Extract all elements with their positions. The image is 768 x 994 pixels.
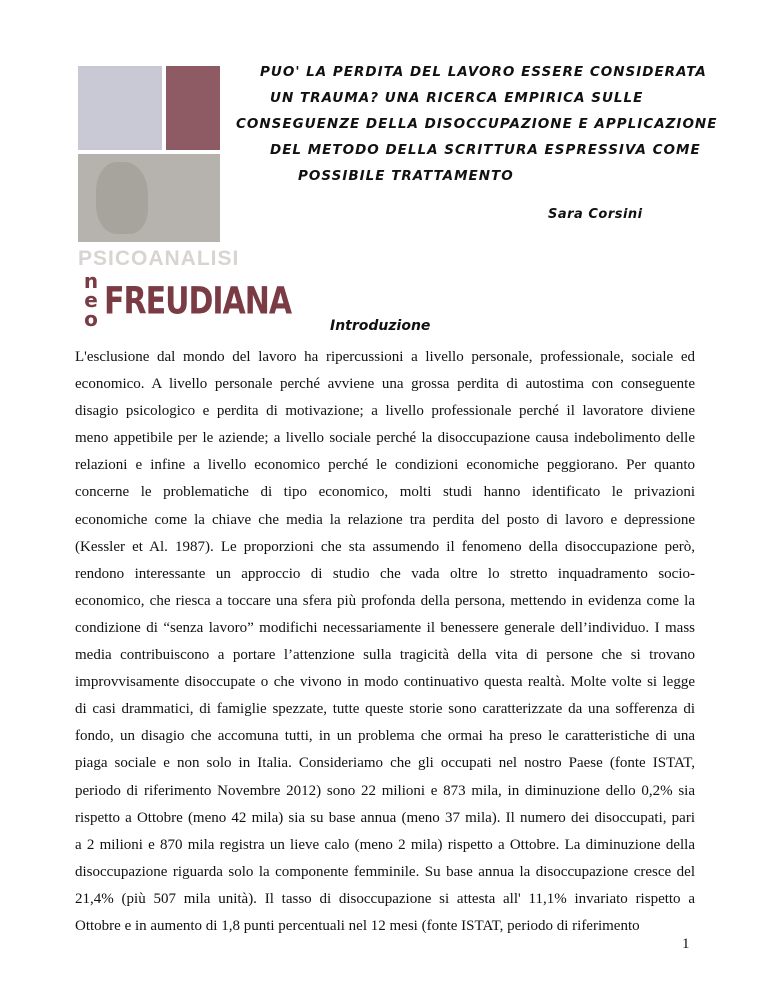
body-line: relazioni e infine a livello economico perché le condizioni economiche peggiorano. Per quanto [75, 457, 695, 474]
body-line: disoccupazione riguarda solo la componente femminile. Su base annua la disoccupazione cresce del [75, 863, 695, 880]
section-heading: Introduzione [330, 318, 431, 334]
body-line: a 2 milioni e 870 mila registra un lieve calo (meno 2 mila) rispetto a Ottobre. La diminuzione della [75, 836, 695, 853]
title-line: PUO' LA PERDITA DEL LAVORO ESSERE CONSIDERATA [260, 64, 707, 80]
body-line: concerne le problematiche di tipo economico, molti studi hanno identificato le privazioni [75, 484, 695, 501]
author-name: Sara Corsini [548, 207, 643, 222]
logo-text-neo [80, 269, 102, 331]
journal-logo [78, 66, 292, 331]
body-line: media contribuiscono a portare l’attenzione sulla tragicità della vita di persone che si trovano [75, 647, 695, 664]
logo-neo-letter: e [84, 288, 98, 312]
title-line: CONSEGUENZE DELLA DISOCCUPAZIONE E APPLICAZIONE [236, 116, 718, 132]
title-line: POSSIBILE TRATTAMENTO [298, 168, 514, 184]
body-line: economico, che riesca a toccare una sfera più profonda della persona, mettendo in evidenza come la [75, 592, 695, 609]
body-line: economico. A livello personale perché avviene una grossa perdita di autostima con conseguente [75, 376, 695, 393]
logo-neo-letter: o [84, 307, 98, 331]
body-line: economiche come la chiave che media la relazione tra perdita del posto di lavoro e depressione [75, 511, 695, 528]
body-line: meno appetibile per le aziende; a livello sociale perché la disoccupazione causa indebolimento delle [75, 430, 695, 447]
logo-square-lavender [78, 66, 162, 150]
body-paragraph [75, 344, 695, 940]
body-line: di casi drammatici, di famiglie spezzate, tutte queste storie sono caratterizzate da una sofferenza di [75, 701, 695, 718]
body-line: (Kessler et Al. 1987). Le proporzioni che sta assumendo il fenomeno della disoccupazione però, [75, 538, 695, 555]
body-line: rispetto a Ottobre (meno 42 mila) sia su base annua (meno 37 mila). Il numero dei disoccupati, pari [75, 809, 695, 826]
logo-text-psicoanalisi: PSICOANALISI [78, 247, 240, 270]
logo-neo-letter: n [83, 269, 99, 293]
logo-text-freudiana: FREUDIANA [104, 279, 292, 324]
logo-square-maroon [166, 66, 220, 150]
body-line: fondo, un disagio che accomuna tutti, in un problema che ormai ha preso le caratteristiche di una [75, 728, 695, 745]
body-line: Ottobre e in aumento di 1,8 punti percentuali nel 12 mesi (fonte ISTAT, periodo di riferimento [75, 917, 640, 934]
page-number: 1 [682, 936, 690, 952]
body-line: disagio psicologico e perdita di motivazione; a livello professionale perché il lavoratore diviene [75, 403, 695, 420]
title-line: DEL METODO DELLA SCRITTURA ESPRESSIVA COME [270, 142, 701, 158]
body-line: L'esclusione dal mondo del lavoro ha ripercussioni a livello personale, professionale, sociale ed [75, 349, 695, 365]
body-line: improvvisamente disoccupate o che vivono in modo continuativo questa realtà. Molte volte si legge [75, 674, 695, 691]
body-line: condizione di “senza lavoro” modifichi necessariamente il benessere generale dell’individuo. I mass [75, 619, 695, 636]
logo-photo-block [78, 154, 220, 242]
body-line: rendono interessante un approccio di studio che vada oltre lo stretto inquadramento socio- [75, 565, 695, 582]
body-line: periodo di riferimento Novembre 2012) sono 22 milioni e 873 mila, in diminuzione dello 0,2% sia [75, 782, 695, 799]
body-line: 21,4% (più 507 mila unità). Il tasso di disoccupazione si attesta all' 11,1% invariato rispetto a [75, 890, 695, 907]
title-line: UN TRAUMA? UNA RICERCA EMPIRICA SULLE [270, 90, 644, 106]
body-line: piaga sociale e non solo in Italia. Consideriamo che gli occupati nel nostro Paese (fonte ISTAT, [75, 755, 695, 772]
